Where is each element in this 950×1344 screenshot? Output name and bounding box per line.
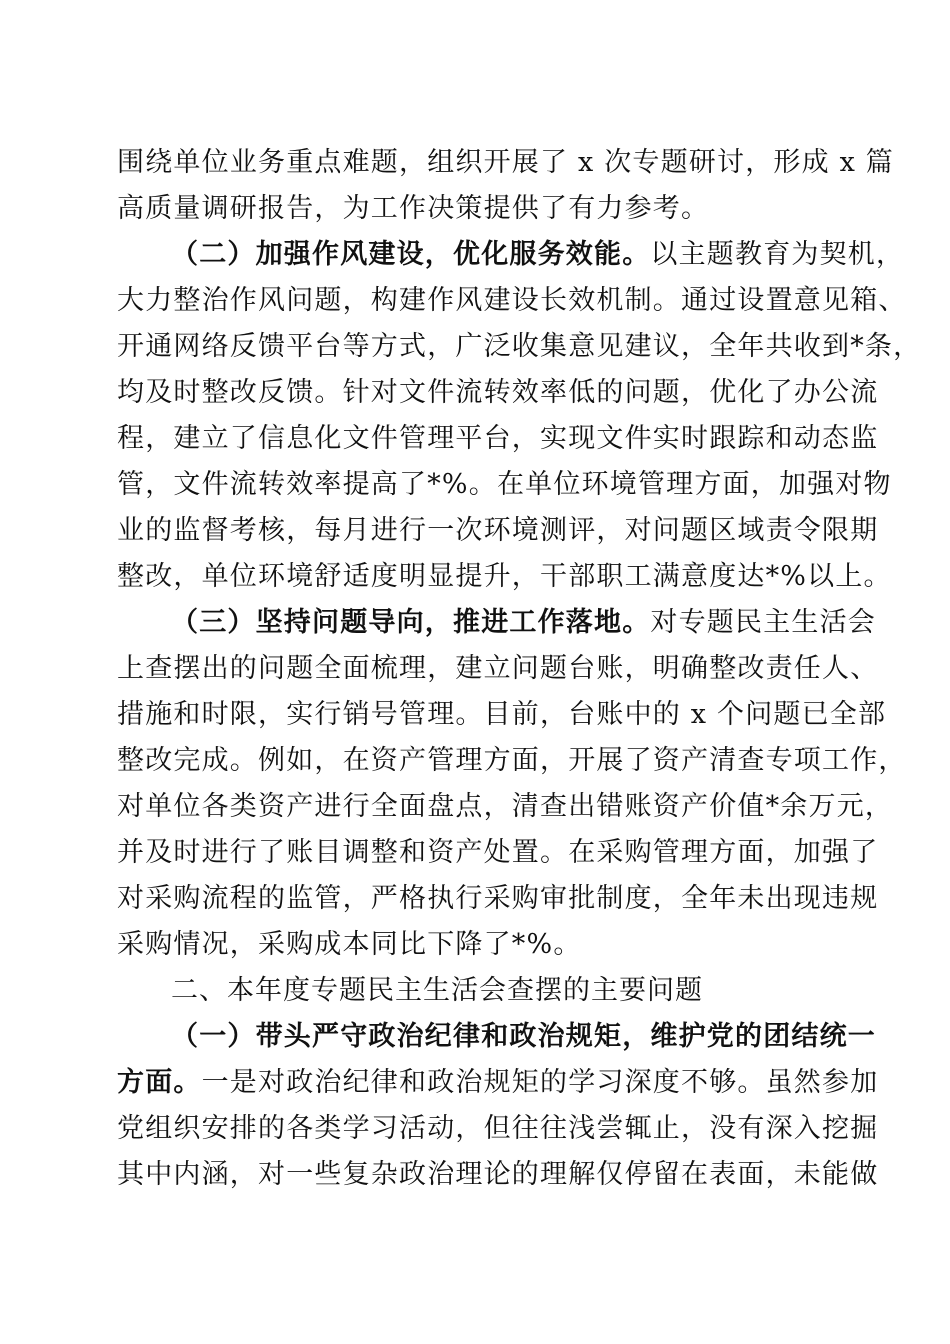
paragraph-2-line-7: 业的监督考核，每月进行一次环境测评，对问题区域责令限期	[117, 515, 879, 546]
paragraph-2-line-2: 大力整治作风问题，构建作风建设长效机制。通过设置意见箱、	[117, 285, 907, 316]
paragraph-3-line-3: 措施和时限，实行销号管理。目前，台账中的 x 个问题已全部	[117, 699, 887, 730]
paragraph-2-line-3: 开通网络反馈平台等方式，广泛收集意见建议，全年共收到*条，	[117, 331, 922, 362]
paragraph-2-line-5: 程，建立了信息化文件管理平台，实现文件实时跟踪和动态监	[117, 423, 879, 454]
paragraph-1-line-2: 高质量调研报告，为工作决策提供了有力参考。	[117, 193, 710, 224]
paragraph-4-line-2-head: 方面。	[117, 1067, 202, 1098]
paragraph-3-line-7: 对采购流程的监管，严格执行采购审批制度，全年未出现违规	[117, 883, 879, 914]
paragraph-2-line-8: 整改，单位环境舒适度明显提升，干部职工满意度达*%以上。	[117, 561, 892, 592]
paragraph-4-line-1	[171, 1017, 876, 1057]
paragraph-4-line-2	[117, 1063, 879, 1103]
section-2-heading: 二、本年度专题民主生活会查摆的主要问题	[171, 975, 703, 1006]
paragraph-2-line-4: 均及时整改反馈。针对文件流转效率低的问题，优化了办公流	[117, 377, 879, 408]
paragraph-3-line-1	[171, 603, 877, 643]
paragraph-4-line-3: 党组织安排的各类学习活动，但往往浅尝辄止，没有深入挖掘	[117, 1113, 879, 1144]
paragraph-2-line-6: 管，文件流转效率提高了*%。在单位环境管理方面，加强对物	[117, 469, 892, 500]
paragraph-3-line-8: 采购情况，采购成本同比下降了*%。	[117, 929, 582, 960]
paragraph-3-line-2: 上查摆出的问题全面梳理，建立问题台账，明确整改责任人、	[117, 653, 879, 684]
paragraph-3-line-1-tail: 对专题民主生活会	[650, 607, 877, 638]
paragraph-2-heading: （二）加强作风建设，优化服务效能。	[171, 239, 651, 270]
paragraph-3-line-4: 整改完成。例如，在资产管理方面，开展了资产清查专项工作，	[117, 745, 907, 776]
paragraph-1-line-1: 围绕单位业务重点难题，组织开展了 x 次专题研讨，形成 x 篇	[117, 147, 894, 178]
paragraph-2-line-1-tail: 以主题教育为契机，	[650, 239, 905, 270]
paragraph-4-line-4: 其中内涵，对一些复杂政治理论的理解仅停留在表面，未能做	[117, 1159, 879, 1190]
paragraph-3-line-6: 并及时进行了账目调整和资产处置。在采购管理方面，加强了	[117, 837, 879, 868]
paragraph-4-heading: （一）带头严守政治纪律和政治规矩，维护党的团结统一	[171, 1021, 876, 1052]
paragraph-3-line-5: 对单位各类资产进行全面盘点，清查出错账资产价值*余万元，	[117, 791, 894, 822]
paragraph-3-heading: （三）坚持问题导向，推进工作落地。	[171, 607, 651, 638]
paragraph-2-line-1	[171, 235, 905, 275]
paragraph-4-line-2-tail: 一是对政治纪律和政治规矩的学习深度不够。虽然参加	[201, 1067, 879, 1098]
